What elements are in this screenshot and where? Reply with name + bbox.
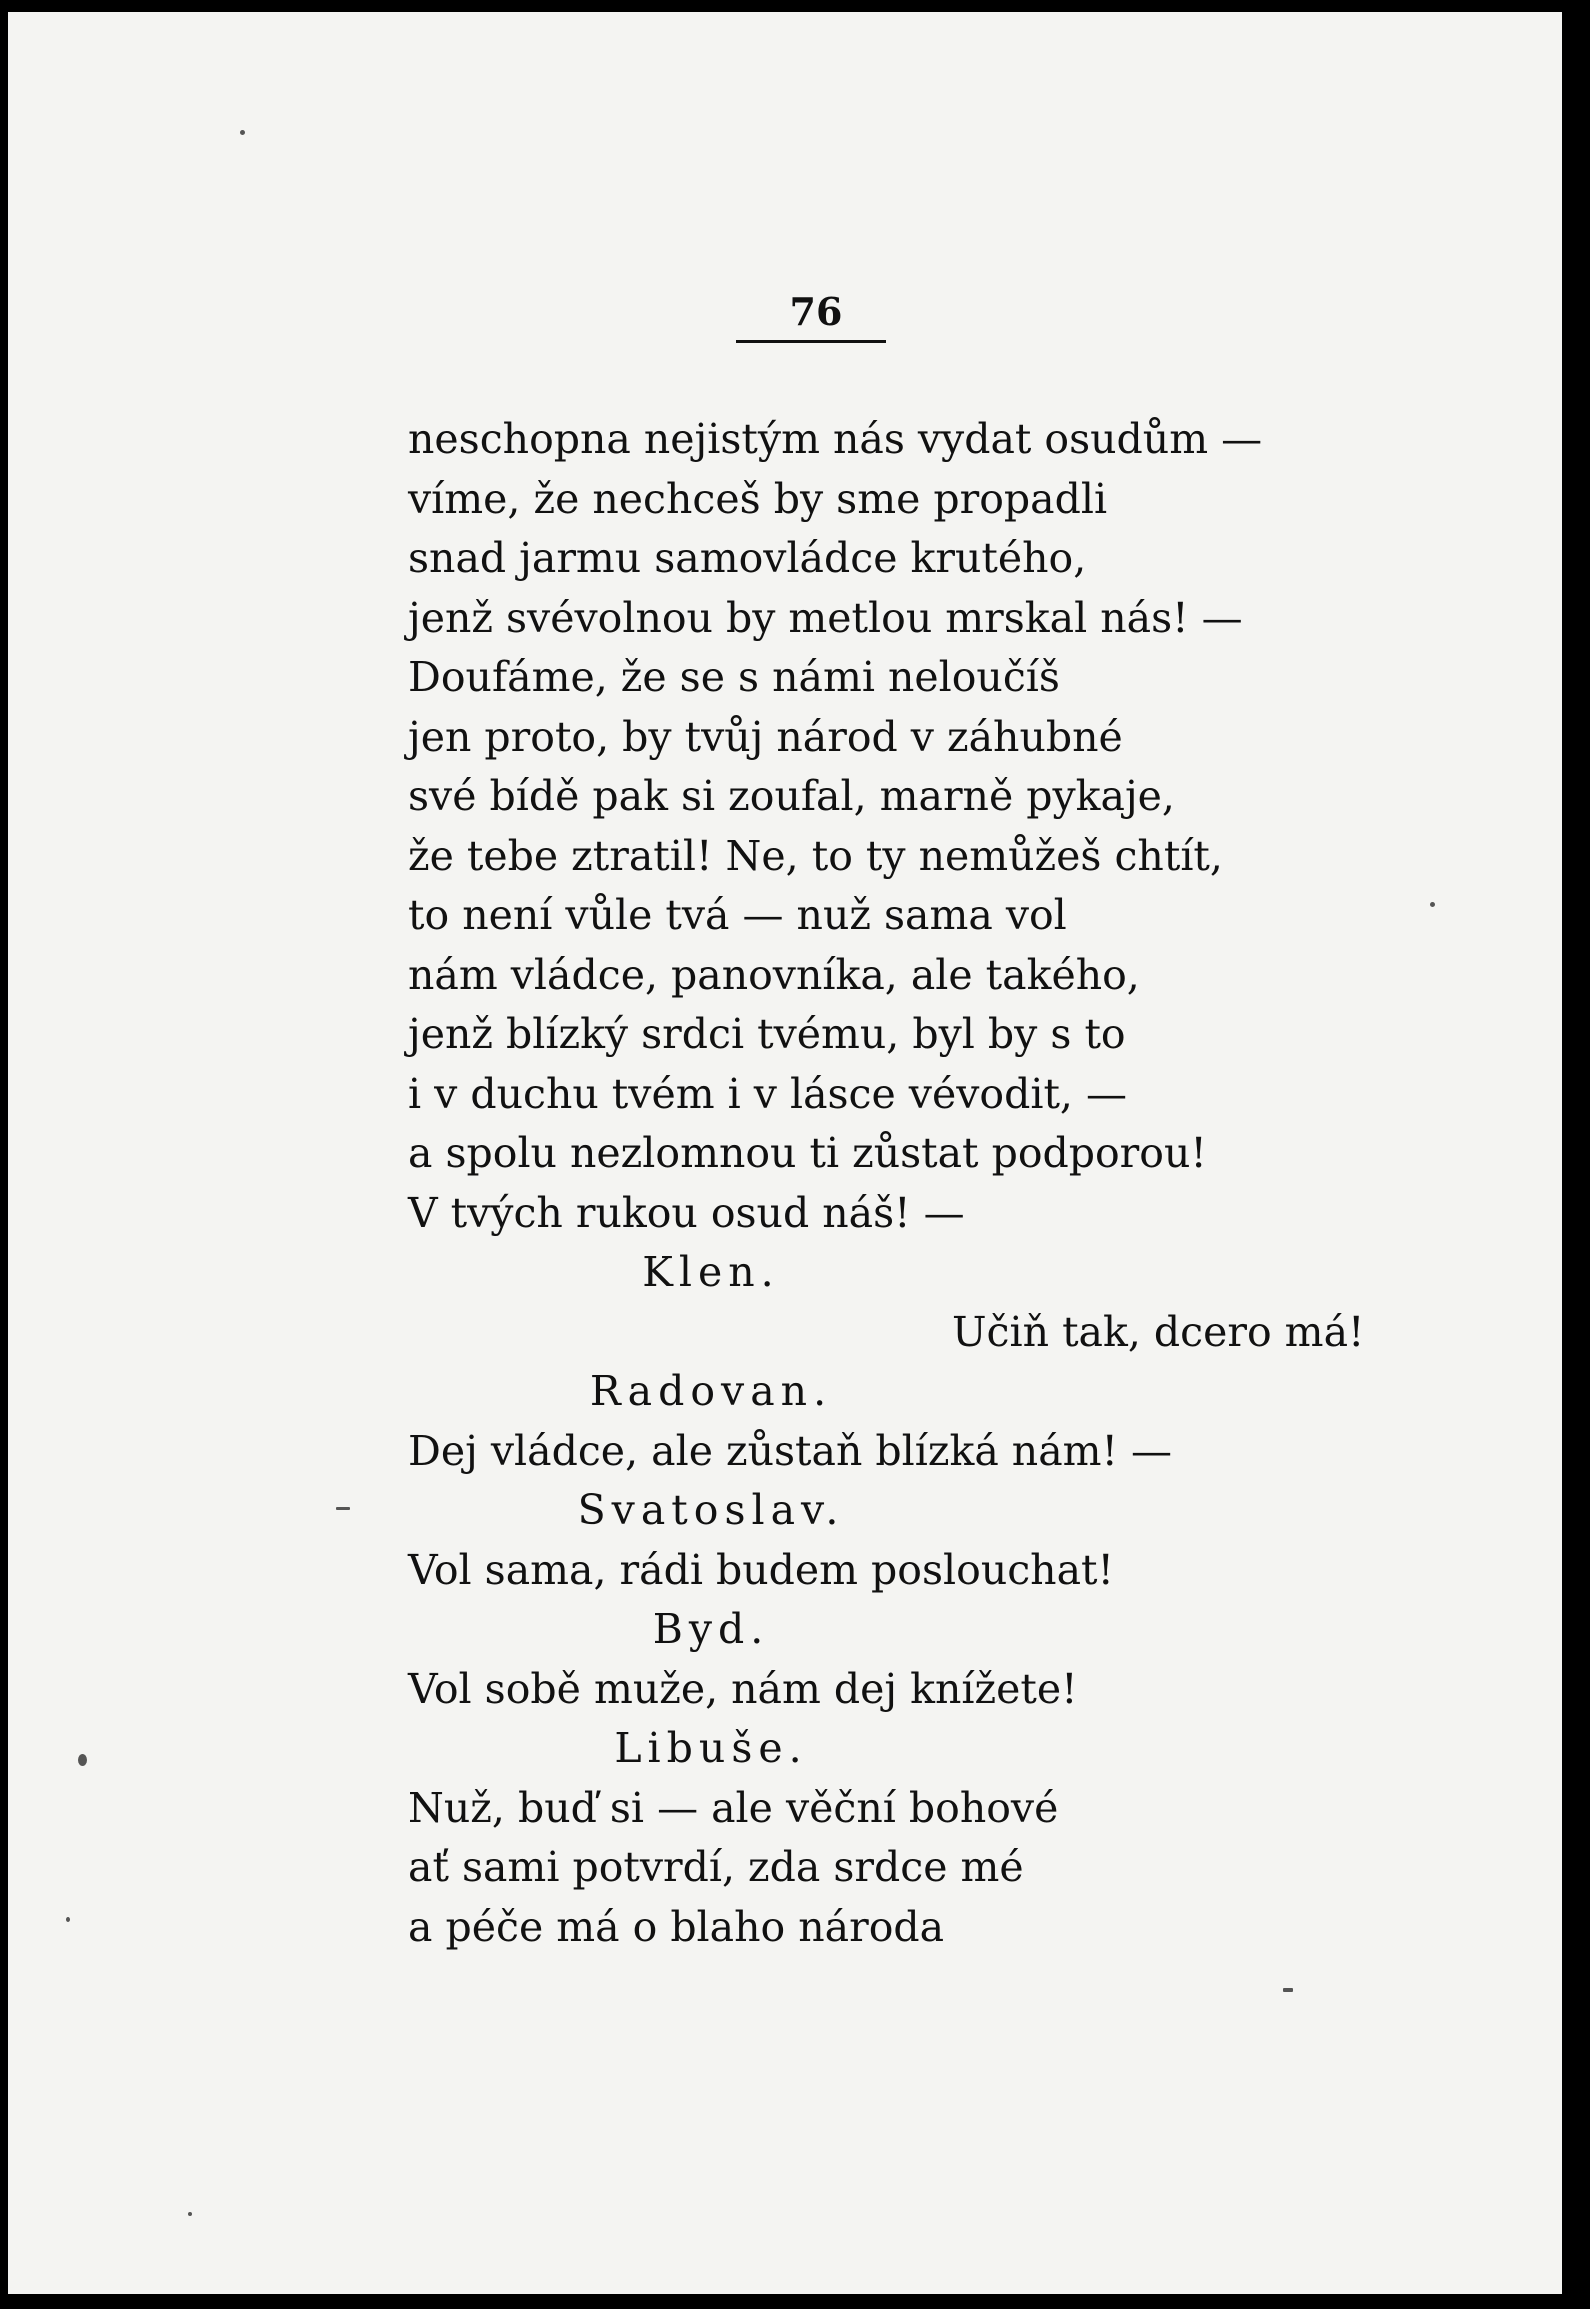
- verse-line: to není vůle tvá — nuž sama vol: [408, 891, 1067, 939]
- verse-line: ať sami potvrdí, zda srdce mé: [408, 1843, 1024, 1891]
- verse-line: jen proto, by tvůj národ v záhubné: [408, 712, 1123, 761]
- verse-line: Učiň tak, dcero má!: [952, 1307, 1365, 1356]
- verse-line: Vol sobě muže, nám dej knížete!: [408, 1664, 1078, 1713]
- verse-line: Vol sama, rádi budem poslouchat!: [408, 1545, 1114, 1594]
- verse-line: že tebe ztratil! Ne, to ty nemůžeš chtít,: [408, 831, 1223, 880]
- verse-line: jenž svévolnou by metlou mrskal nás! —: [408, 593, 1243, 642]
- verse-line: své bídě pak si zoufal, marně pykaje,: [408, 772, 1175, 820]
- page-number: 76: [789, 289, 843, 334]
- speaker-name: Svatoslav.: [577, 1486, 845, 1534]
- ink-speck: [66, 1917, 70, 1922]
- speaker-name: Klen.: [642, 1248, 780, 1296]
- ink-speck: [240, 130, 245, 135]
- verse-line: víme, že nechceš by sme propadli: [408, 474, 1108, 523]
- verse-line: i v duchu tvém i v lásce vévodit, —: [408, 1069, 1127, 1118]
- ink-speck: [336, 1507, 350, 1510]
- verse-line: Dej vládce, ale zůstaň blízká nám! —: [408, 1426, 1173, 1475]
- page-number-rule: [736, 340, 886, 343]
- verse-line: a spolu nezlomnou ti zůstat podporou!: [408, 1129, 1207, 1177]
- ink-speck: [1430, 902, 1435, 907]
- verse-line: jenž blízký srdci tvému, byl by s to: [408, 1010, 1126, 1058]
- speaker-name: Libuše.: [614, 1724, 808, 1772]
- book-page: [8, 12, 1562, 2294]
- verse-line: V tvých rukou osud náš! —: [408, 1188, 965, 1237]
- verse-line: nám vládce, panovníka, ale takého,: [408, 950, 1140, 999]
- speaker-name: Byd.: [652, 1605, 770, 1653]
- speaker-name: Radovan.: [589, 1367, 833, 1415]
- verse-line: snad jarmu samovládce krutého,: [408, 534, 1087, 582]
- ink-speck: [1283, 1988, 1293, 1992]
- verse-line: neschopna nejistým nás vydat osudům —: [408, 415, 1263, 463]
- poem-text: [408, 410, 1408, 1957]
- verse-line: Doufáme, že se s námi neloučíš: [408, 653, 1060, 701]
- ink-speck: [188, 2212, 192, 2216]
- verse-line: Nuž, buď si — ale věční bohové: [408, 1783, 1059, 1832]
- verse-line: a péče má o blaho národa: [408, 1902, 945, 1951]
- ink-speck: [78, 1754, 87, 1766]
